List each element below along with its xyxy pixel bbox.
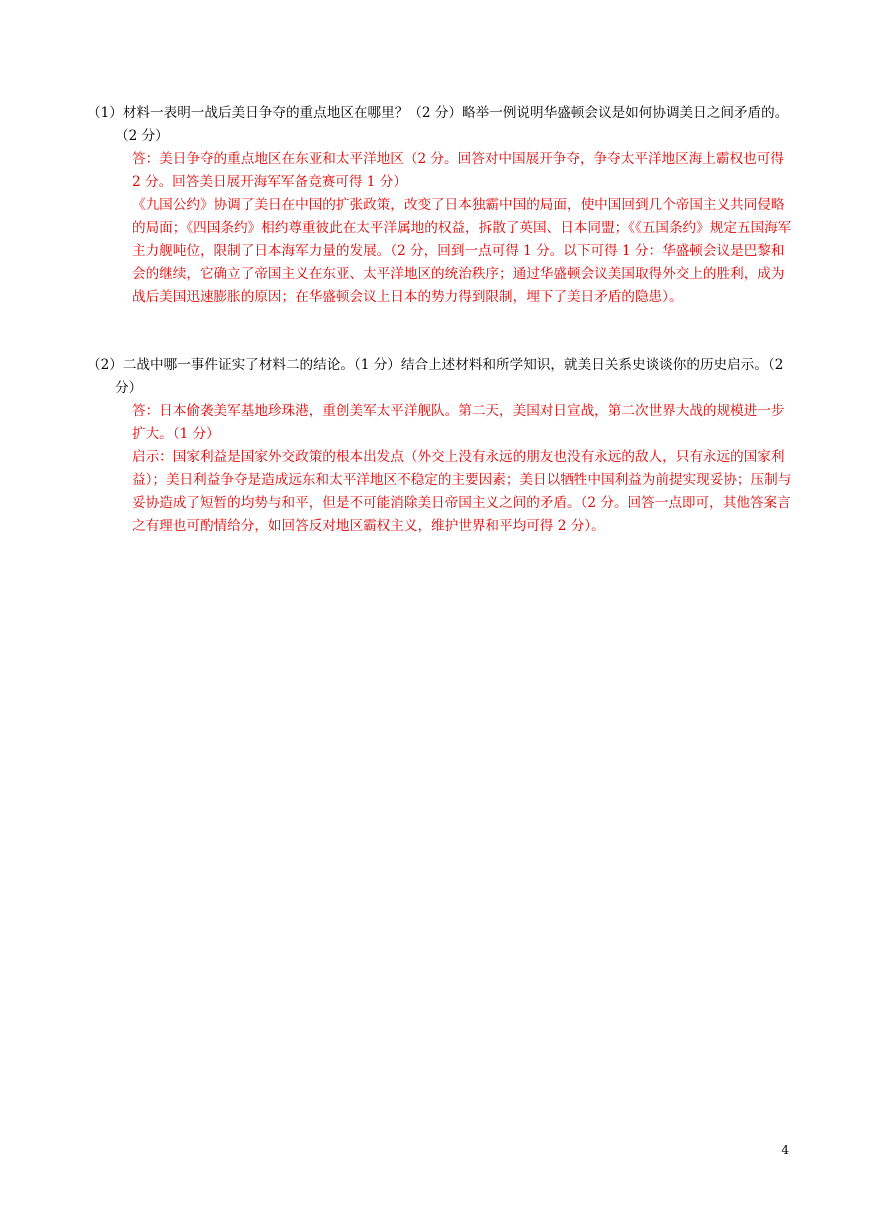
question-1-answer-2: 《九国公约》协调了美日在中国的扩张政策，改变了日本独霸中国的局面，使中国回到几个帝国主义共同侵略的局面；《四国条约》相约尊重彼此在太平洋属地的权益，拆散了英国、日本同盟；《《五国条约》规定五国海军主力舰吨位，限制了日本海军力量的发展。（2 分，回到一点可得 1 分。以下可得 1 分：华盛顿会议是巴黎和会的继续，它确立了帝国主义在东亚、太平洋地区的统治秩序；通过华盛顿会议美国取得外交上的胜利，成为战后美国迅速膨胀的原因；在华盛顿会议上日本的势力得到限制，埋下了美日矛盾的隐患）。 [132, 197, 792, 305]
page-number: 4 [781, 1143, 789, 1157]
question-2-answer-2: 启示：国家利益是国家外交政策的根本出发点（外交上没有永远的朋友也没有永远的敌人，只有永远的国家利益）；美日利益争夺是造成远东和太平洋地区不稳定的主要因素；美日以牺牲中国利益为前提实现妥协；压制与妥协造成了短暂的均势与和平，但是不可能消除美日帝国主义之间的矛盾。（2 分。回答一点即可，其他答案言之有理也可酌情给分，如回答反对地区霸权主义，维护世界和平均可得 2 分）。 [132, 449, 792, 534]
question-2 [87, 354, 795, 538]
question-2-answer-1: 答：日本偷袭美军基地珍珠港，重创美军太平洋舰队。第二天，美国对日宣战，第二次世界大战的规模进一步扩大。（1 分） [132, 403, 785, 442]
question-1-text: （1）材料一表明一战后美日争夺的重点地区在哪里？（2 分）略举一例说明华盛顿会议是如何协调美日之间矛盾的。（2 分） [87, 105, 789, 144]
question-2-text: （2）二战中哪一事件证实了材料二的结论。（1 分）结合上述材料和所学知识，就美日关系史谈谈你的历史启示。（2 分） [87, 357, 784, 396]
question-1 [87, 102, 795, 309]
question-1-answer-1: 答：美日争夺的重点地区在东亚和太平洋地区（2 分。回答对中国展开争夺，争夺太平洋地区海上霸权也可得 2 分。回答美日展开海军军备竞赛可得 1 分） [132, 151, 784, 190]
